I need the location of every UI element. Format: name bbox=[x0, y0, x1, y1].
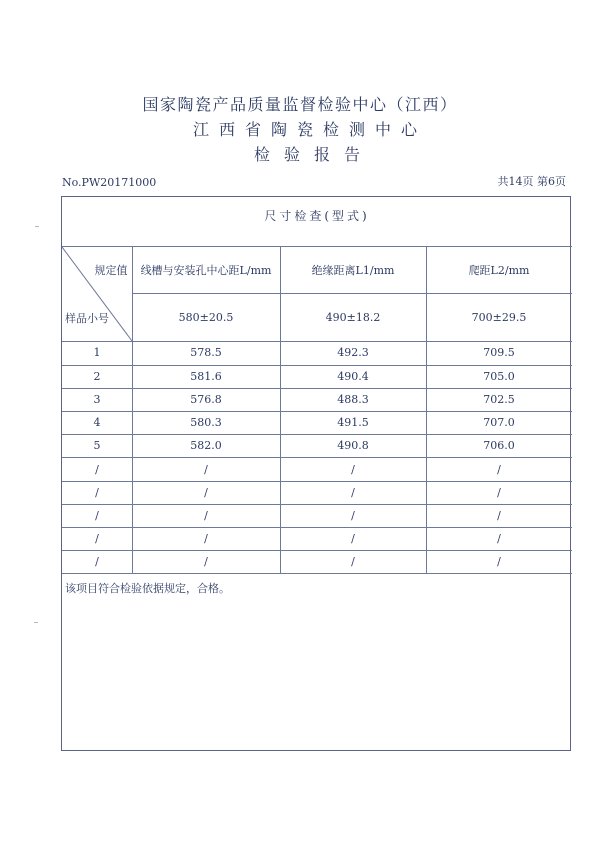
sample-number: 5 bbox=[93, 439, 101, 452]
sample-number: / bbox=[95, 555, 99, 568]
value-cell: 706.0 bbox=[483, 439, 515, 452]
value-cell: 580.3 bbox=[190, 416, 222, 429]
corner-diagonal bbox=[62, 247, 133, 343]
spec-hole-distance: 580±20.5 bbox=[178, 311, 234, 324]
table-rule bbox=[62, 504, 572, 505]
value-cell: 582.0 bbox=[190, 439, 222, 452]
scan-mark bbox=[34, 622, 38, 623]
value-cell: / bbox=[497, 463, 501, 476]
sample-number: / bbox=[95, 463, 99, 476]
value-cell: / bbox=[204, 509, 208, 522]
table-rule bbox=[62, 411, 572, 412]
table-rule bbox=[62, 434, 572, 435]
value-cell: 705.0 bbox=[483, 370, 515, 383]
table-title: 尺寸检查(型式) bbox=[264, 209, 370, 223]
table-rule bbox=[62, 550, 572, 551]
value-cell: / bbox=[351, 463, 355, 476]
value-cell: / bbox=[351, 509, 355, 522]
value-cell: / bbox=[497, 486, 501, 499]
page-info: 共14页 第6页 bbox=[497, 175, 566, 188]
spec-creepage-distance: 700±29.5 bbox=[471, 311, 527, 324]
sample-number: 2 bbox=[93, 370, 101, 383]
value-cell: 576.8 bbox=[190, 393, 222, 406]
conclusion-remark: 该项目符合检验依据规定，合格。 bbox=[65, 582, 230, 595]
table-rule bbox=[62, 246, 572, 247]
value-cell: 581.6 bbox=[190, 370, 222, 383]
sample-number: / bbox=[95, 532, 99, 545]
scan-mark bbox=[35, 226, 39, 227]
org-title: 国家陶瓷产品质量监督检验中心（江西） bbox=[142, 95, 458, 114]
value-cell: 488.3 bbox=[337, 393, 369, 406]
sample-number: 3 bbox=[93, 393, 101, 406]
col-header-insulation-distance: 绝缘距离L1/mm bbox=[311, 264, 395, 277]
value-cell: / bbox=[497, 532, 501, 545]
corner-spec-label: 规定值 bbox=[94, 264, 128, 277]
corner-sample-label: 样品小号 bbox=[65, 312, 109, 325]
value-cell: 702.5 bbox=[483, 393, 515, 406]
col-header-hole-distance: 线槽与安装孔中心距L/mm bbox=[140, 264, 272, 277]
table-rule bbox=[62, 365, 572, 366]
value-cell: / bbox=[351, 532, 355, 545]
sample-number: 1 bbox=[93, 346, 101, 359]
value-cell: 707.0 bbox=[483, 416, 515, 429]
value-cell: 491.5 bbox=[337, 416, 369, 429]
value-cell: / bbox=[351, 555, 355, 568]
value-cell: / bbox=[204, 486, 208, 499]
report-title: 检验报告 bbox=[253, 145, 374, 164]
value-cell: / bbox=[497, 509, 501, 522]
value-cell: / bbox=[204, 463, 208, 476]
table-rule bbox=[62, 388, 572, 389]
sample-number: 4 bbox=[93, 416, 101, 429]
table-rule bbox=[62, 527, 572, 528]
table-rule bbox=[62, 457, 572, 458]
table-rule bbox=[62, 481, 572, 482]
value-cell: 578.5 bbox=[190, 346, 222, 359]
spec-insulation-distance: 490±18.2 bbox=[325, 311, 381, 324]
report-number: No.PW20171000 bbox=[62, 176, 157, 189]
table-rule bbox=[62, 341, 572, 342]
station-title: 江西省陶瓷检测中心 bbox=[192, 120, 427, 139]
col-header-creepage-distance: 爬距L2/mm bbox=[468, 264, 530, 277]
value-cell: / bbox=[204, 555, 208, 568]
table-rule bbox=[62, 573, 572, 574]
value-cell: 709.5 bbox=[483, 346, 515, 359]
value-cell: 492.3 bbox=[337, 346, 369, 359]
value-cell: / bbox=[497, 555, 501, 568]
value-cell: 490.4 bbox=[337, 370, 369, 383]
value-cell: / bbox=[351, 486, 355, 499]
inspection-table bbox=[61, 196, 571, 751]
value-cell: 490.8 bbox=[337, 439, 369, 452]
sample-number: / bbox=[95, 509, 99, 522]
table-rule bbox=[132, 293, 572, 294]
value-cell: / bbox=[204, 532, 208, 545]
table-rule bbox=[280, 246, 281, 573]
table-rule bbox=[426, 246, 427, 573]
sample-number: / bbox=[95, 486, 99, 499]
